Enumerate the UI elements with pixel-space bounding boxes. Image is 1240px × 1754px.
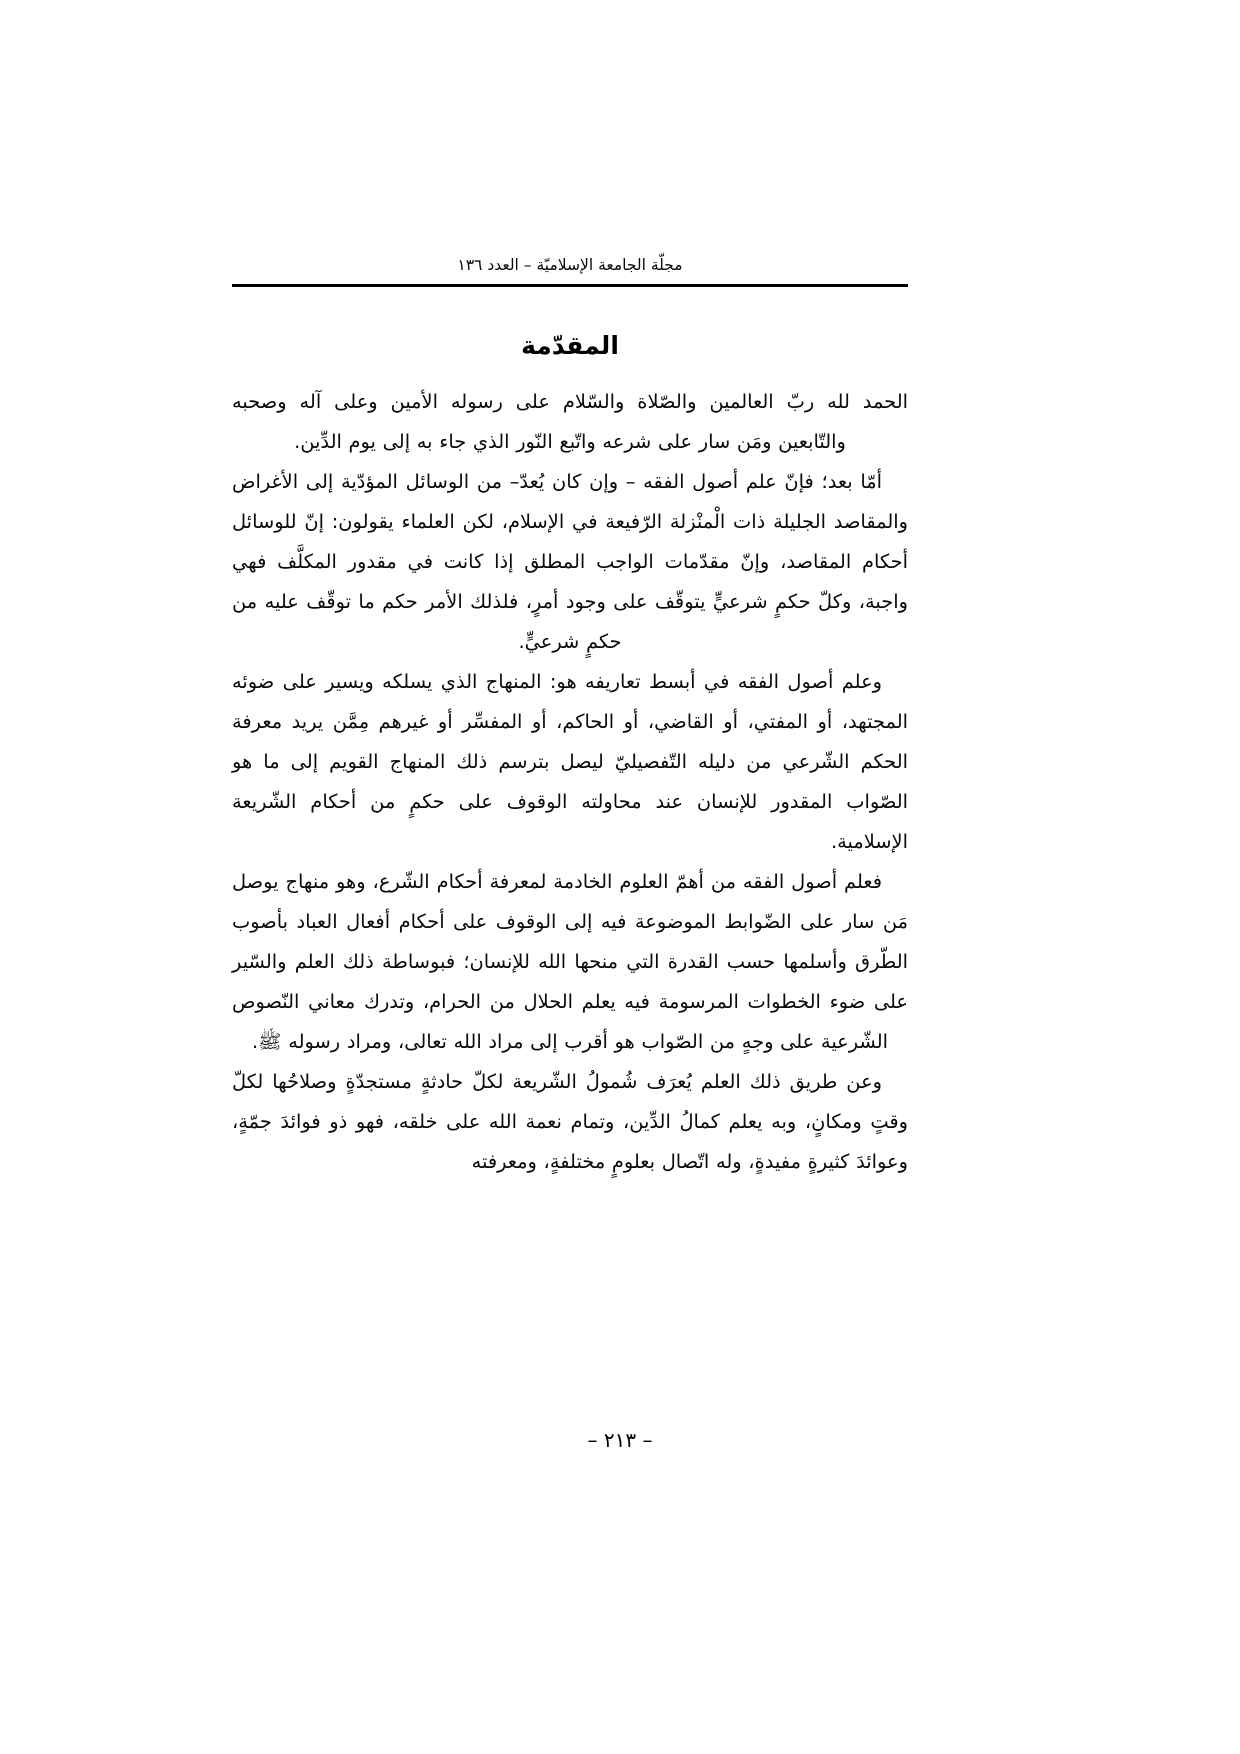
- paragraph-1: الحمد لله ربّ العالمين والصّلاة والسّلام على رسوله الأمين وعلى آله وصحبه والتّابعين ومَن سار على شرعه واتّبع النّور الذي جاء به إلى يوم الدِّين.: [232, 390, 908, 454]
- body-text: [232, 382, 908, 1182]
- paragraph-5: وعن طريق ذلك العلم يُعرَف شُمولُ الشّريعة لكلّ حادثةٍ مستجدّةٍ وصلاحُها لكلّ وقتٍ ومكانٍ، وبه يعلم كمالُ الدِّين، وتمام نعمة الله على خلقه، فهو ذو فوائدَ جمّةٍ، وعوائدَ كثيرةٍ مفيدةٍ، وله اتّصال بعلومٍ مختلفةٍ، ومعرفته: [232, 1070, 908, 1174]
- header-divider: [232, 284, 908, 287]
- paragraph-2: أمّا بعد؛ فإنّ علم أصول الفقه – وإن كان يُعدّ– من الوسائل المؤدّية إلى الأغراض والمقاصد الجليلة ذات الْمنْزلة الرّفيعة في الإسلام، لكن العلماء يقولون: إنّ للوسائل أحكام المقاصد، وإنّ مقدّمات الواجب المطلق إذا كانت في مقدور المكلَّف فهي واجبة، وكلّ حكمٍ شرعيٍّ يتوقّف على وجود أمرٍ، فلذلك الأمر حكم ما توقّف عليه من حكمٍ شرعيٍّ.: [232, 470, 908, 654]
- paragraph-3: وعلم أصول الفقه في أبسط تعاريفه هو: المنهاج الذي يسلكه ويسير على ضوئه المجتهد، أو المفتي، أو القاضي، أو الحاكم، أو المفسِّر أو غيرهم مِمَّن يريد معرفة الحكم الشّرعي من دليله التّفصيليّ ليصل بترسم ذلك المنهاج القويم إلى ما هو الصّواب المقدور للإنسان عند محاولته الوقوف على حكمٍ من أحكام الشّريعة الإسلامية.: [232, 670, 908, 854]
- paragraph-4: فعلم أصول الفقه من أهمّ العلوم الخادمة لمعرفة أحكام الشّرع، وهو منهاج يوصل مَن سار على الضّوابط الموضوعة فيه إلى الوقوف على أحكام أفعال العباد بأصوب الطّرق وأسلمها حسب القدرة التي منحها الله للإنسان؛ فبوساطة ذلك العلم والسّير على ضوء الخطوات المرسومة فيه يعلم الحلال من الحرام، وتدرك معاني النّصوص الشّرعية على وجهٍ من الصّواب هو أقرب إلى مراد الله تعالى، ومراد رسوله ﷺ.: [232, 870, 908, 1054]
- page-content: [232, 256, 908, 1182]
- page-title: المقدّمة: [521, 331, 619, 361]
- running-header: مجلّة الجامعة الإسلاميّة – العدد ١٣٦: [457, 256, 683, 274]
- page-number: – ٢١٣ –: [587, 1428, 653, 1452]
